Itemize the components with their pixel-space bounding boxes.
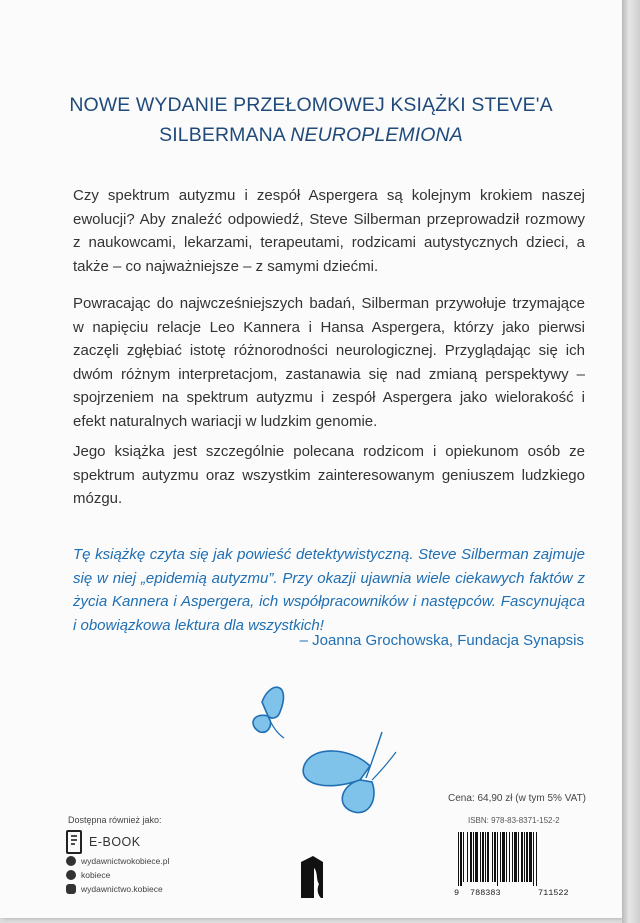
barcode-bar: [509, 832, 510, 882]
publisher-logo: [297, 854, 325, 898]
headline-line1: NOWE WYDANIE PRZEŁOMOWEJ KSIĄŻKI STEVE'A: [69, 94, 553, 116]
barcode-bar: [482, 832, 484, 882]
globe-icon: [66, 856, 76, 866]
facebook-icon: [66, 870, 76, 880]
barcode-bar: [492, 832, 493, 882]
headline-line2-plain: SILBERMANA: [159, 124, 291, 146]
barcode-bar: [512, 832, 513, 882]
barcode-bar: [494, 832, 496, 882]
also-available-label: Dostępna również jako:: [68, 815, 162, 825]
barcode-bar: [514, 832, 517, 882]
barcode-bar: [480, 832, 481, 882]
isbn-barcode: [450, 830, 600, 888]
price-label: Cena: 64,90 zł (w tym 5% VAT): [448, 793, 587, 804]
butterfly-large: [303, 732, 396, 813]
ebook-icon: [65, 830, 85, 854]
website-contact: [66, 856, 169, 866]
facebook-text: kobiece: [81, 870, 111, 880]
barcode-bar: [526, 832, 528, 882]
ebook-label: E-BOOK: [89, 835, 141, 849]
review-quote: Tę książkę czyta się jak powieść detektywistyczną. Steve Silberman zajmuje się w niej „epidemią autyzmu”. Przy okazji ujawnia wiele ciekawych faktów z życia Kannera i Aspergera, ich współpracowników i następców. Fascynująca i obowiązkowa lektura dla wszystkich!: [73, 546, 585, 634]
headline-book-title: NEUROPLEMIONA: [290, 124, 463, 146]
barcode-bar: [473, 832, 474, 882]
description-paragraph-2: Powracając do najwcześniejszych badań, Silberman przywołuje trzymające w napięciu relacje Leo Kannera i Hansa Aspergera, którzy jako pierwsi zaczęli zgłębiać istotę różnorodności neurologicznej. Przyglądając się ich dwóm różnym interpretacjom, zastanawia się nad zmianą perspektywy – spojrzeniem na spektrum autyzmu i zespół Aspergera jako wielorakość i efekt naturalnych wariacji w ludzkim genomie.: [73, 295, 585, 430]
instagram-text: wydawnictwo.kobiece: [81, 884, 163, 894]
barcode-digit-prefix: 9: [454, 888, 460, 898]
barcode-bar: [475, 832, 478, 882]
barcode-bar: [536, 832, 537, 886]
barcode-bar: [518, 832, 519, 882]
barcode-bar: [470, 832, 472, 882]
website-text: wydawnictwokobiece.pl: [81, 856, 170, 866]
barcode-bar: [487, 832, 489, 882]
ebook-badge: [65, 830, 141, 854]
barcode-bar: [502, 832, 505, 882]
barcode-bar: [524, 832, 525, 882]
instagram-icon: [66, 884, 76, 894]
book-edge: [622, 0, 640, 923]
barcode-bar: [521, 832, 523, 882]
description-paragraph-3: Jego książka jest szczególnie polecana rodzicom i opiekunom osób ze spektrum autyzmu oraz wszystkim zainteresowanym geniuszem ludzkiego mózgu.: [73, 443, 585, 508]
barcode-bar: [497, 832, 498, 886]
headline-line2: [40, 120, 582, 150]
barcode-bar: [460, 832, 462, 886]
instagram-contact: [66, 884, 163, 894]
barcode-bar: [458, 832, 459, 886]
barcode-digits-right: 711522: [538, 888, 569, 898]
barcode-bar: [506, 832, 507, 882]
review-attribution: – Joanna Grochowska, Fundacja Synapsis: [299, 632, 584, 649]
butterflies-illustration: [242, 682, 402, 822]
facebook-contact: [66, 870, 110, 880]
barcode-bar: [463, 832, 464, 882]
barcode-bar: [467, 832, 468, 882]
headline: [40, 90, 582, 150]
barcode-bar: [485, 832, 486, 882]
barcode-bar: [529, 832, 532, 882]
isbn-label: ISBN: 978-83-8371-152-2: [468, 816, 560, 825]
barcode-bar: [500, 832, 501, 882]
barcode-bar: [533, 832, 534, 886]
barcode-digits-left: 788383: [470, 888, 501, 898]
description-paragraph-1: Czy spektrum autyzmu i zespół Aspergera są kolejnym krokiem naszej ewolucji? Aby znaleźć odpowiedź, Steve Silberman przeprowadził rozmowy z naukowcami, lekarzami, terapeutami, rodzicami autystycznych dzieci, a także – co najważniejsze – z samymi dziećmi.: [73, 187, 585, 275]
butterfly-small: [253, 687, 284, 738]
